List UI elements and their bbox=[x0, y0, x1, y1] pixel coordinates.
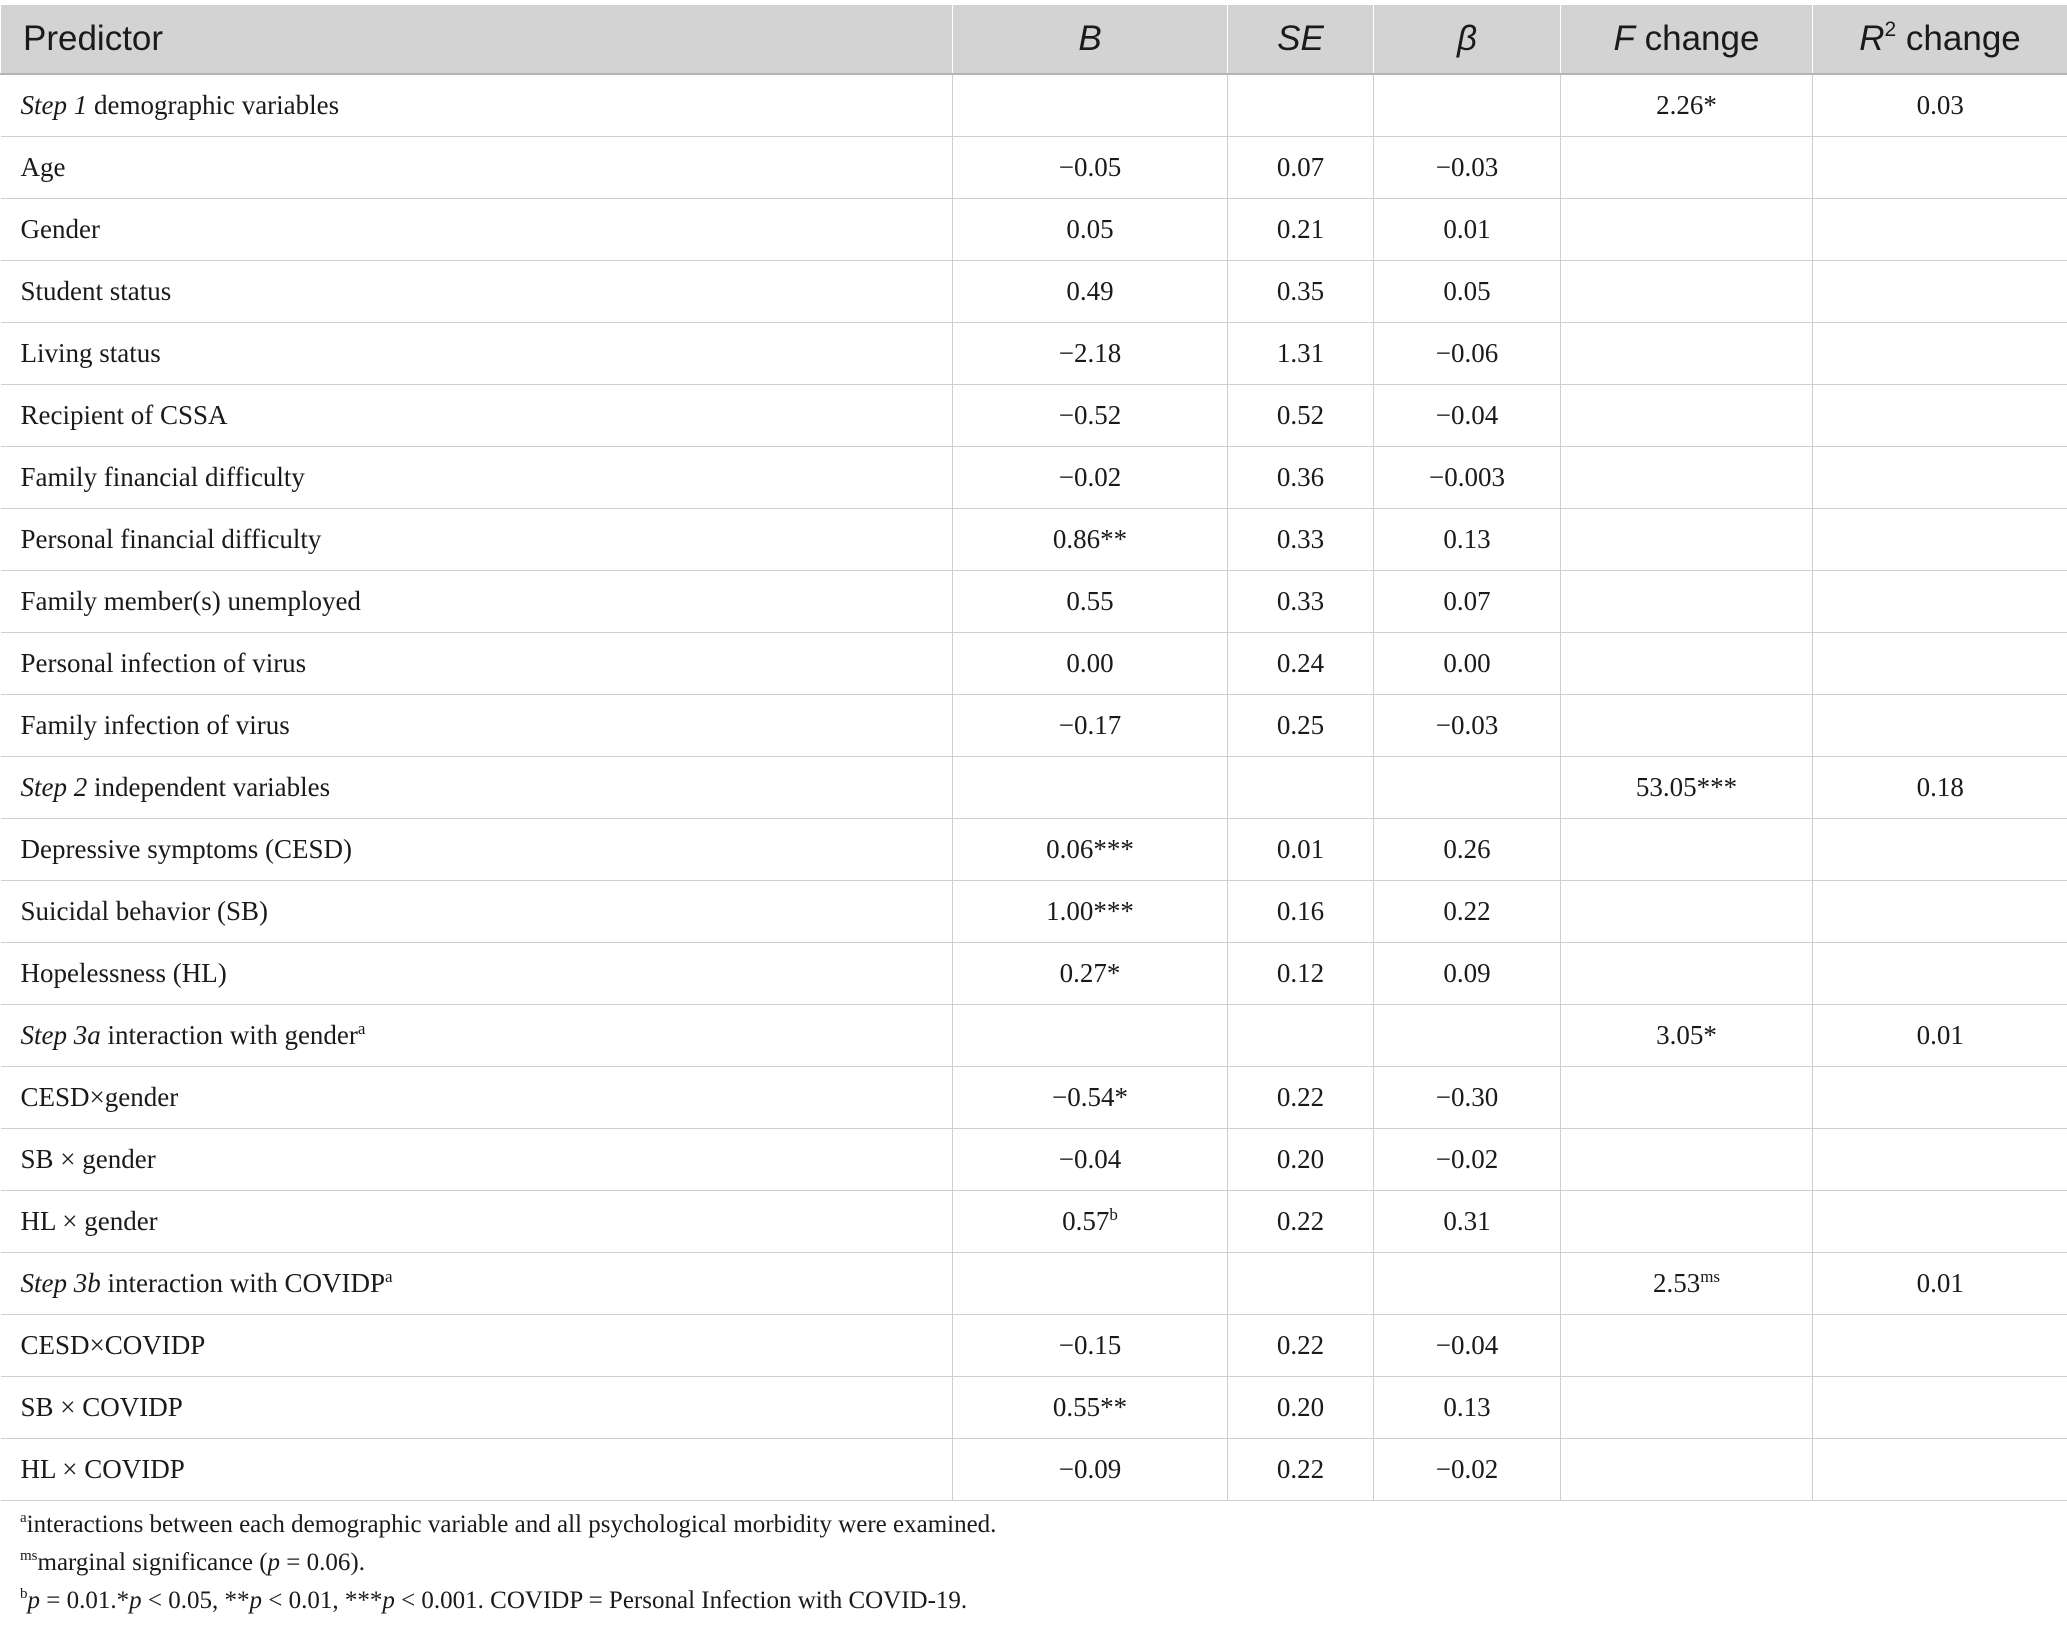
table-row bbox=[1, 261, 2067, 323]
beta-cell: −0.04 bbox=[1374, 1315, 1561, 1377]
footnote-b-p3: p bbox=[249, 1587, 262, 1614]
header-r2-change bbox=[1813, 5, 2067, 75]
predictor-cell bbox=[1, 447, 953, 509]
beta-cell: 0.00 bbox=[1374, 633, 1561, 695]
footnote-ms-tail: = 0.06). bbox=[280, 1549, 365, 1576]
predictor-label: Hopelessness (HL) bbox=[20, 958, 227, 988]
r2-change-cell bbox=[1813, 261, 2067, 323]
header-se: SE bbox=[1228, 5, 1374, 75]
footnote-ms bbox=[20, 1544, 996, 1582]
f-value: 3.05* bbox=[1656, 1020, 1717, 1050]
header-f-text: change bbox=[1634, 19, 1760, 58]
b-value: 0.57 bbox=[1062, 1206, 1110, 1236]
b-cell bbox=[953, 74, 1228, 137]
footnote-b-t2: < 0.05, ** bbox=[141, 1587, 250, 1614]
predictor-label: Family member(s) unemployed bbox=[20, 586, 361, 616]
b-cell bbox=[953, 633, 1228, 695]
table-row bbox=[1, 1067, 2067, 1129]
predictor-label: SB × COVIDP bbox=[20, 1392, 183, 1422]
beta-cell: −0.03 bbox=[1374, 695, 1561, 757]
f-change-cell bbox=[1561, 1253, 1813, 1315]
footnote-ms-text: marginal significance ( bbox=[37, 1549, 268, 1576]
b-value: −2.18 bbox=[1058, 338, 1122, 368]
predictor-cell bbox=[1, 819, 953, 881]
b-value: 0.06*** bbox=[1046, 834, 1134, 864]
footnote-b-marker: b bbox=[20, 1586, 28, 1602]
se-cell: 0.07 bbox=[1228, 137, 1374, 199]
r2-change-cell bbox=[1813, 199, 2067, 261]
f-change-cell bbox=[1561, 1315, 1813, 1377]
b-value: −0.54* bbox=[1052, 1082, 1128, 1112]
predictor-cell bbox=[1, 1315, 953, 1377]
footnote-marker: a bbox=[357, 1019, 366, 1038]
predictor-label: independent variables bbox=[87, 772, 331, 802]
beta-cell: −0.003 bbox=[1374, 447, 1561, 509]
beta-cell bbox=[1374, 757, 1561, 819]
table-row bbox=[1, 1377, 2067, 1439]
f-change-cell bbox=[1561, 385, 1813, 447]
beta-cell: −0.03 bbox=[1374, 137, 1561, 199]
se-cell: 0.25 bbox=[1228, 695, 1374, 757]
header-beta: β bbox=[1374, 5, 1561, 75]
beta-cell: −0.06 bbox=[1374, 323, 1561, 385]
predictor-cell bbox=[1, 881, 953, 943]
se-cell: 0.20 bbox=[1228, 1377, 1374, 1439]
b-cell bbox=[953, 509, 1228, 571]
regression-table bbox=[0, 4, 2067, 1501]
predictor-label: interaction with gender bbox=[100, 1020, 358, 1050]
se-cell: 1.31 bbox=[1228, 323, 1374, 385]
predictor-label: demographic variables bbox=[87, 90, 340, 120]
step-row bbox=[1, 757, 2067, 819]
r2-change-cell bbox=[1813, 1439, 2067, 1501]
b-cell bbox=[953, 1005, 1228, 1067]
beta-cell bbox=[1374, 1253, 1561, 1315]
table-row bbox=[1, 1439, 2067, 1501]
f-change-cell bbox=[1561, 1191, 1813, 1253]
predictor-cell bbox=[1, 633, 953, 695]
se-cell: 0.20 bbox=[1228, 1129, 1374, 1191]
se-cell: 0.22 bbox=[1228, 1315, 1374, 1377]
r2-change-cell bbox=[1813, 1191, 2067, 1253]
beta-cell: 0.01 bbox=[1374, 199, 1561, 261]
step-row bbox=[1, 1253, 2067, 1315]
footnote-ms-marker: ms bbox=[20, 1548, 38, 1564]
f-change-cell bbox=[1561, 571, 1813, 633]
se-cell: 0.01 bbox=[1228, 819, 1374, 881]
r2-change-cell bbox=[1813, 881, 2067, 943]
predictor-cell bbox=[1, 943, 953, 1005]
step-row bbox=[1, 1005, 2067, 1067]
predictor-label: interaction with COVIDP bbox=[100, 1268, 385, 1298]
beta-cell bbox=[1374, 74, 1561, 137]
r2-change-cell bbox=[1813, 1067, 2067, 1129]
se-cell: 0.16 bbox=[1228, 881, 1374, 943]
predictor-cell bbox=[1, 199, 953, 261]
predictor-cell bbox=[1, 1129, 953, 1191]
step-label: Step 1 bbox=[20, 90, 88, 120]
f-change-cell bbox=[1561, 1377, 1813, 1439]
beta-cell: 0.05 bbox=[1374, 261, 1561, 323]
header-f-change bbox=[1561, 5, 1813, 75]
predictor-label: HL × COVIDP bbox=[20, 1454, 185, 1484]
r2-change-cell bbox=[1813, 323, 2067, 385]
f-value: 53.05*** bbox=[1635, 772, 1738, 802]
r2-change-cell bbox=[1813, 1377, 2067, 1439]
predictor-cell bbox=[1, 757, 953, 819]
b-cell bbox=[953, 1377, 1228, 1439]
b-value: 0.00 bbox=[1066, 648, 1114, 678]
beta-cell: −0.04 bbox=[1374, 385, 1561, 447]
predictor-cell bbox=[1, 695, 953, 757]
beta-cell: −0.02 bbox=[1374, 1129, 1561, 1191]
footnote-b-p1: p bbox=[27, 1587, 40, 1614]
footnote-a bbox=[20, 1506, 996, 1544]
header-b: B bbox=[953, 5, 1228, 75]
footnote-ms-p: p bbox=[267, 1549, 281, 1576]
table-row bbox=[1, 819, 2067, 881]
predictor-cell bbox=[1, 137, 953, 199]
beta-cell: 0.13 bbox=[1374, 509, 1561, 571]
b-cell bbox=[953, 199, 1228, 261]
b-cell bbox=[953, 1315, 1228, 1377]
predictor-cell bbox=[1, 323, 953, 385]
b-cell bbox=[953, 819, 1228, 881]
r2-change-cell bbox=[1813, 1129, 2067, 1191]
b-cell bbox=[953, 447, 1228, 509]
table-row bbox=[1, 1315, 2067, 1377]
predictor-label: Age bbox=[20, 152, 66, 182]
r2-change-cell: 0.01 bbox=[1813, 1253, 2067, 1315]
header-predictor: Predictor bbox=[1, 5, 953, 75]
predictor-cell bbox=[1, 509, 953, 571]
beta-cell: 0.26 bbox=[1374, 819, 1561, 881]
step-row bbox=[1, 74, 2067, 137]
se-cell: 0.12 bbox=[1228, 943, 1374, 1005]
table-row bbox=[1, 509, 2067, 571]
r2-change-cell bbox=[1813, 633, 2067, 695]
beta-cell: 0.22 bbox=[1374, 881, 1561, 943]
predictor-label: Suicidal behavior (SB) bbox=[20, 896, 268, 926]
r2-change-cell bbox=[1813, 385, 2067, 447]
f-change-cell bbox=[1561, 757, 1813, 819]
predictor-label: Family financial difficulty bbox=[20, 462, 305, 492]
b-value: 0.86** bbox=[1052, 524, 1128, 554]
table-row bbox=[1, 633, 2067, 695]
table-body bbox=[1, 74, 2067, 1501]
table-row bbox=[1, 1191, 2067, 1253]
se-cell: 0.33 bbox=[1228, 571, 1374, 633]
b-cell bbox=[953, 385, 1228, 447]
f-change-cell bbox=[1561, 1129, 1813, 1191]
predictor-label: Recipient of CSSA bbox=[20, 400, 228, 430]
step-label: Step 3b bbox=[20, 1268, 101, 1298]
f-change-cell bbox=[1561, 881, 1813, 943]
b-value: −0.04 bbox=[1058, 1144, 1122, 1174]
predictor-label: SB × gender bbox=[20, 1144, 156, 1174]
table-row bbox=[1, 943, 2067, 1005]
table-row bbox=[1, 137, 2067, 199]
b-cell bbox=[953, 323, 1228, 385]
predictor-label: Personal infection of virus bbox=[20, 648, 307, 678]
b-value: −0.17 bbox=[1058, 710, 1122, 740]
b-cell bbox=[953, 571, 1228, 633]
r2-change-cell: 0.01 bbox=[1813, 1005, 2067, 1067]
table-row bbox=[1, 695, 2067, 757]
r2-change-cell bbox=[1813, 447, 2067, 509]
predictor-cell bbox=[1, 571, 953, 633]
footnote-b-t4: < 0.001. COVIDP = Personal Infection with COVID-19. bbox=[394, 1587, 968, 1614]
predictor-label: Depressive symptoms (CESD) bbox=[20, 834, 352, 864]
footnote-b bbox=[20, 1582, 996, 1620]
footnote-a-text: interactions between each demographic variable and all psychological morbidity were examined. bbox=[26, 1511, 997, 1538]
b-value: −0.02 bbox=[1058, 462, 1122, 492]
table-row bbox=[1, 881, 2067, 943]
predictor-label: Gender bbox=[20, 214, 100, 244]
f-change-cell bbox=[1561, 819, 1813, 881]
b-value: 0.55** bbox=[1052, 1392, 1128, 1422]
f-change-cell bbox=[1561, 137, 1813, 199]
beta-cell: −0.30 bbox=[1374, 1067, 1561, 1129]
table-row bbox=[1, 199, 2067, 261]
b-value: −0.05 bbox=[1058, 152, 1122, 182]
f-change-cell bbox=[1561, 323, 1813, 385]
table-footnotes bbox=[20, 1506, 996, 1620]
predictor-cell bbox=[1, 261, 953, 323]
b-cell bbox=[953, 137, 1228, 199]
predictor-label: Living status bbox=[20, 338, 161, 368]
f-change-cell bbox=[1561, 74, 1813, 137]
r2-change-cell: 0.18 bbox=[1813, 757, 2067, 819]
footnote-marker: b bbox=[1109, 1205, 1118, 1224]
predictor-cell bbox=[1, 74, 953, 137]
se-cell: 0.33 bbox=[1228, 509, 1374, 571]
b-cell bbox=[953, 881, 1228, 943]
b-cell bbox=[953, 1439, 1228, 1501]
predictor-label: HL × gender bbox=[20, 1206, 158, 1236]
footnote-b-t3: < 0.01, *** bbox=[261, 1587, 383, 1614]
f-change-cell bbox=[1561, 943, 1813, 1005]
header-r-letter: R bbox=[1859, 19, 1885, 58]
se-cell: 0.21 bbox=[1228, 199, 1374, 261]
predictor-label: Personal financial difficulty bbox=[20, 524, 322, 554]
b-cell bbox=[953, 1191, 1228, 1253]
step-label: Step 3a bbox=[20, 1020, 101, 1050]
predictor-cell bbox=[1, 1253, 953, 1315]
f-change-cell bbox=[1561, 1439, 1813, 1501]
f-change-cell bbox=[1561, 695, 1813, 757]
r2-change-cell bbox=[1813, 943, 2067, 1005]
predictor-cell bbox=[1, 1067, 953, 1129]
predictor-label: Family infection of virus bbox=[20, 710, 290, 740]
r2-change-cell: 0.03 bbox=[1813, 74, 2067, 137]
predictor-label: Student status bbox=[20, 276, 172, 306]
r2-change-cell bbox=[1813, 695, 2067, 757]
r2-change-cell bbox=[1813, 819, 2067, 881]
f-value: 2.26* bbox=[1656, 90, 1717, 120]
se-cell: 0.22 bbox=[1228, 1067, 1374, 1129]
f-change-cell bbox=[1561, 633, 1813, 695]
b-value: 0.05 bbox=[1066, 214, 1114, 244]
b-value: 0.27* bbox=[1059, 958, 1121, 988]
beta-cell bbox=[1374, 1005, 1561, 1067]
table-row bbox=[1, 571, 2067, 633]
f-change-cell bbox=[1561, 261, 1813, 323]
table-row bbox=[1, 385, 2067, 447]
f-change-cell bbox=[1561, 1005, 1813, 1067]
b-cell bbox=[953, 261, 1228, 323]
b-value: −0.15 bbox=[1058, 1330, 1122, 1360]
se-cell bbox=[1228, 1005, 1374, 1067]
footnote-marker: ms bbox=[1700, 1267, 1721, 1286]
b-cell bbox=[953, 943, 1228, 1005]
se-cell bbox=[1228, 1253, 1374, 1315]
header-f-letter: F bbox=[1613, 19, 1635, 58]
r2-change-cell bbox=[1813, 137, 2067, 199]
b-cell bbox=[953, 1253, 1228, 1315]
se-cell bbox=[1228, 74, 1374, 137]
se-cell: 0.22 bbox=[1228, 1439, 1374, 1501]
r2-change-cell bbox=[1813, 571, 2067, 633]
b-value: 1.00*** bbox=[1046, 896, 1134, 926]
header-r-text: change bbox=[1896, 19, 2021, 58]
f-change-cell bbox=[1561, 1067, 1813, 1129]
f-change-cell bbox=[1561, 199, 1813, 261]
se-cell: 0.36 bbox=[1228, 447, 1374, 509]
se-cell: 0.52 bbox=[1228, 385, 1374, 447]
f-value: 2.53 bbox=[1652, 1268, 1701, 1298]
b-value: 0.49 bbox=[1066, 276, 1114, 306]
step-label: Step 2 bbox=[20, 772, 88, 802]
beta-cell: −0.02 bbox=[1374, 1439, 1561, 1501]
se-cell: 0.22 bbox=[1228, 1191, 1374, 1253]
f-change-cell bbox=[1561, 509, 1813, 571]
footnote-b-t1: = 0.01.* bbox=[40, 1587, 130, 1614]
b-cell bbox=[953, 757, 1228, 819]
footnote-marker: a bbox=[384, 1267, 393, 1286]
beta-cell: 0.31 bbox=[1374, 1191, 1561, 1253]
footnote-b-p4: p bbox=[382, 1587, 395, 1614]
table-row bbox=[1, 1129, 2067, 1191]
table-header-row bbox=[1, 5, 2067, 75]
r2-change-cell bbox=[1813, 1315, 2067, 1377]
predictor-cell bbox=[1, 385, 953, 447]
beta-cell: 0.07 bbox=[1374, 571, 1561, 633]
predictor-cell bbox=[1, 1377, 953, 1439]
beta-cell: 0.13 bbox=[1374, 1377, 1561, 1439]
r2-change-cell bbox=[1813, 509, 2067, 571]
se-cell bbox=[1228, 757, 1374, 819]
beta-cell: 0.09 bbox=[1374, 943, 1561, 1005]
b-cell bbox=[953, 1067, 1228, 1129]
se-cell: 0.24 bbox=[1228, 633, 1374, 695]
header-r-superscript: 2 bbox=[1884, 18, 1897, 41]
table-row bbox=[1, 323, 2067, 385]
predictor-cell bbox=[1, 1439, 953, 1501]
table-row bbox=[1, 447, 2067, 509]
predictor-cell bbox=[1, 1005, 953, 1067]
b-value: −0.52 bbox=[1058, 400, 1122, 430]
predictor-cell bbox=[1, 1191, 953, 1253]
b-value: −0.09 bbox=[1058, 1454, 1122, 1484]
footnote-a-marker: a bbox=[20, 1510, 27, 1526]
b-value: 0.55 bbox=[1066, 586, 1114, 616]
f-change-cell bbox=[1561, 447, 1813, 509]
footnote-b-p2: p bbox=[129, 1587, 142, 1614]
predictor-label: CESD×gender bbox=[20, 1082, 179, 1112]
b-cell bbox=[953, 1129, 1228, 1191]
se-cell: 0.35 bbox=[1228, 261, 1374, 323]
predictor-label: CESD×COVIDP bbox=[20, 1330, 206, 1360]
b-cell bbox=[953, 695, 1228, 757]
